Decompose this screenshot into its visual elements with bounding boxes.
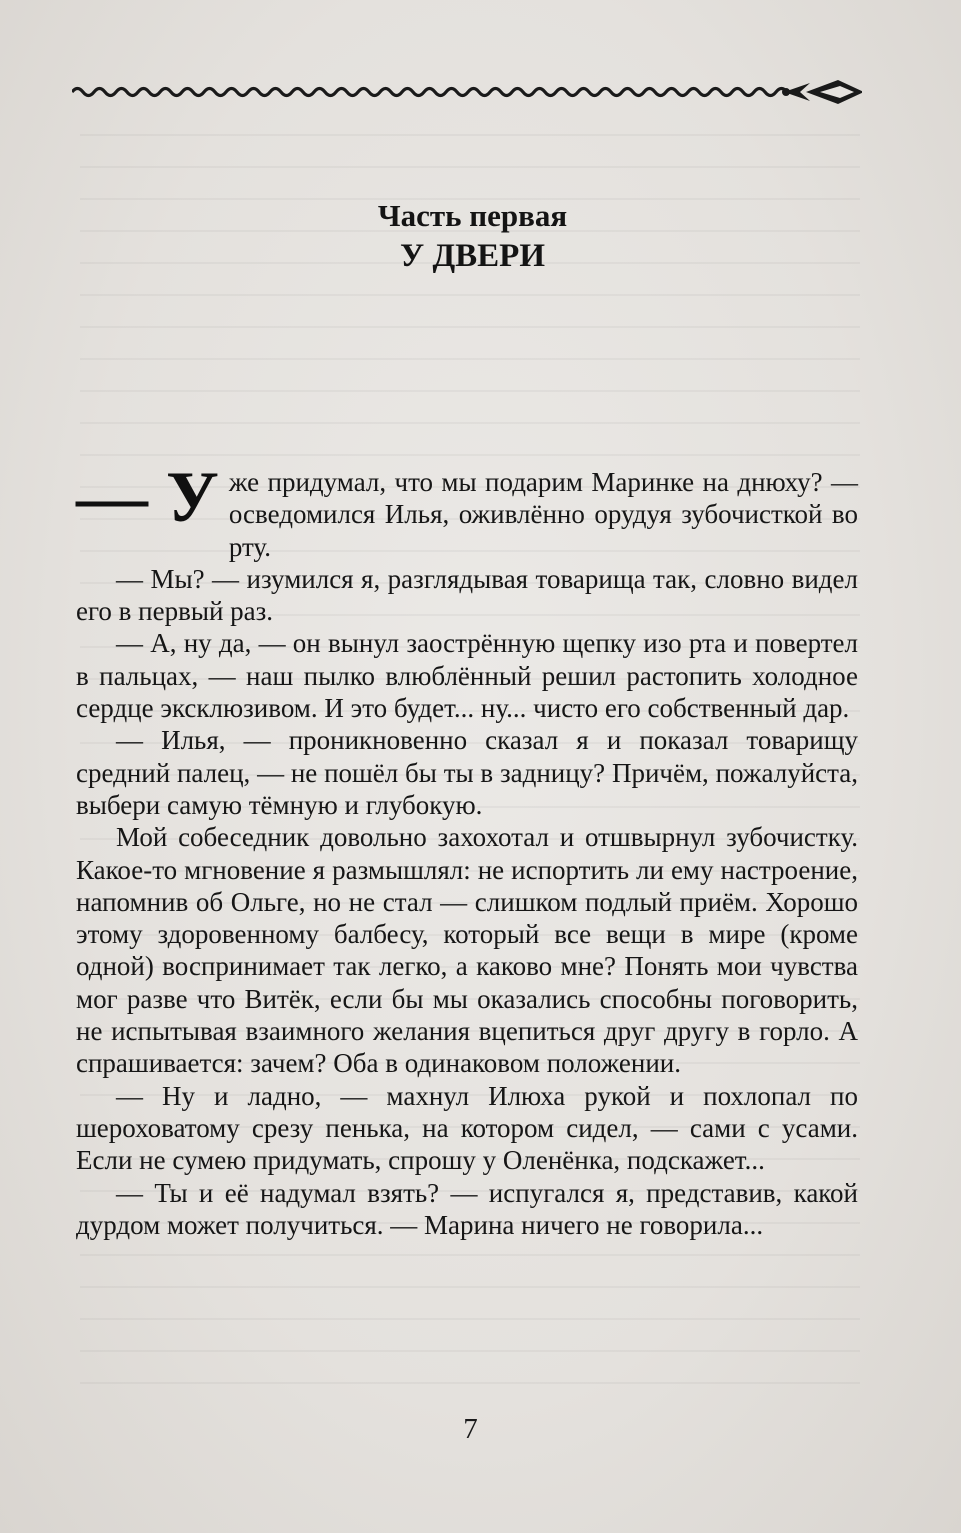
paragraph-2: — Мы? — изумился я, разглядывая товарища так, словно видел его в первый раз. (76, 563, 858, 627)
chapter-body (76, 457, 858, 1241)
part-label: Часть первая (377, 198, 568, 233)
paragraph-1 (76, 457, 858, 563)
paragraph-7: — Ты и её надумал взять? — испугался я, представив, какой дурдом может получиться. — Марина ничего не говорила... (76, 1177, 858, 1240)
paragraph-6: — Ну и ладно, — махнул Илюха рукой и похлопал по шероховатому срезу пенька, на котором сидел, — сами с усами. Если не сумею придумать, спрошу у Оленёнка, подскажет... (76, 1080, 858, 1176)
arrowhead-icon (782, 80, 862, 104)
wavy-rule-ornament (72, 74, 862, 110)
paragraph-3: — А, ну да, — он вынул заострённую щепку изо рта и повертел в пальцах, — наш пылко влюблённый решил растопить холодное сердце эксклюзивом. И это будет... ну... чисто его собственный дар. (76, 628, 858, 724)
page-number: 7 (463, 1413, 478, 1445)
drop-cap: — У (76, 457, 219, 537)
part-title: У ДВЕРИ (399, 238, 546, 274)
paragraph-1-text: же придумал, что мы подарим Маринке на днюху? — осведомился Илья, оживлённо орудуя зубочисткой во рту. (228, 467, 858, 562)
paragraph-5: Мой собеседник довольно захохотал и отшвырнул зубочистку. Какое-то мгновение я размышлял: не испортить ли ему настроение, напомнив об Ольге, но не стал — слишком подлый приём. Хорошо этому здоровенному балбесу, который все вещи в мире (кроме одной) воспринимает так легко, а каково мне? Понять мои чувства мог разве что Витёк, если бы мы оказались способны поговорить, не испытывая взаимного желания вцепиться друг другу в горло. А спрашивается: зачем? Оба в одинаковом положении. (76, 822, 858, 1079)
paragraph-4: — Илья, — проникновенно сказал я и показал товарищу средний палец, — не пошёл бы ты в задницу? Причём, пожалуйста, выбери самую тёмную и глубокую. (76, 725, 858, 820)
